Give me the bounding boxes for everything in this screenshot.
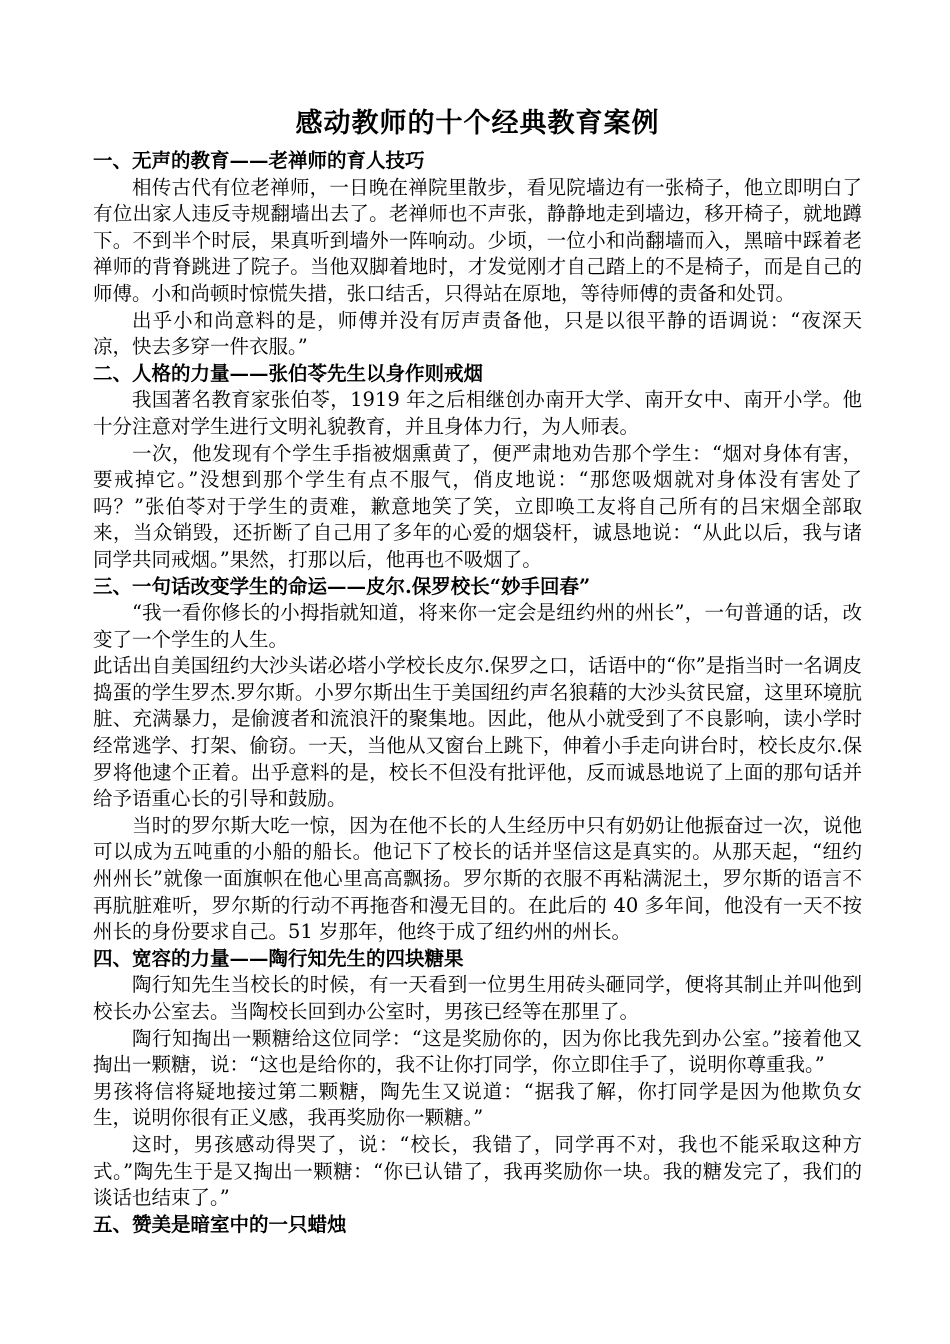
paragraph: 陶行知掏出一颗糖给这位同学：“这是奖励你的，因为你比我先到办公室。”接着他又掏出一颗糖，说：“这也是给你的，我不让你打同学，你立即住手了，说明你尊重我。” xyxy=(93,1026,862,1077)
paragraph: 出乎小和尚意料的是，师傅并没有厉声责备他，只是以很平静的语调说：“夜深天凉，快去多穿一件衣服。” xyxy=(93,308,862,359)
paragraph: 一次，他发现有个学生手指被烟熏黄了，便严肃地劝告那个学生：“烟对身体有害，要戒掉它。”没想到那个学生有点不服气，俏皮地说：“那您吸烟就对身体没有害处了吗？”张伯苓对于学生的责难，歉意地笑了笑，立即唤工友将自己所有的吕宋烟全部取来，当众销毁，还折断了自己用了多年的心爱的烟袋杆，诚恳地说：“从此以后，我与诸同学共同戒烟。”果然，打那以后，他再也不吸烟了。 xyxy=(93,441,862,571)
paragraph: 此话出自美国纽约大沙头诺必塔小学校长皮尔.保罗之口，话语中的“你”是指当时一名调皮捣蛋的学生罗杰.罗尔斯。小罗尔斯出生于美国纽约声名狼藉的大沙头贫民窟，这里环境肮脏、充满暴力，是偷渡者和流浪汗的聚集地。因此，他从小就受到了不良影响，读小学时经常逃学、打架、偷窃。一天，当他从又窗台上跳下，伸着小手走向讲台时，校长皮尔.保罗将他逮个正着。出乎意料的是，校长不但没有批评他，反而诚恳地说了上面的那句话并给予语重心长的引导和鼓励。 xyxy=(93,654,862,811)
paragraph: 男孩将信将疑地接过第二颗糖，陶先生又说道：“据我了解，你打同学是因为他欺负女生，说明你很有正义感，我再奖励你一颗糖。” xyxy=(93,1079,862,1130)
paragraph: 相传古代有位老禅师，一日晚在禅院里散步，看见院墙边有一张椅子，他立即明白了有位出家人违反寺规翻墙出去了。老禅师也不声张，静静地走到墙边，移开椅子，就地蹲下。不到半个时辰，果真听到墙外一阵响动。少顷，一位小和尚翻墙而入，黑暗中踩着老禅师的背脊跳进了院子。当他双脚着地时，才发觉刚才自己踏上的不是椅子，而是自己的师傅。小和尚顿时惊慌失措，张口结舌，只得站在原地，等待师傅的责备和处罚。 xyxy=(93,175,862,305)
paragraph: “我一看你修长的小拇指就知道，将来你一定会是纽约州的州长”，一句普通的话，改变了一个学生的人生。 xyxy=(93,601,862,651)
paragraph: 我国著名教育家张伯苓，1919 年之后相继创办南开大学、南开女中、南开小学。他十分注意对学生进行文明礼貌教育，并且身体力行，为人师表。 xyxy=(93,388,862,438)
section-heading: 一、无声的教育——老禅师的育人技巧 xyxy=(93,149,425,172)
paragraph: 当时的罗尔斯大吃一惊，因为在他不长的人生经历中只有奶奶让他振奋过一次，说他可以成为五吨重的小船的船长。他记下了校长的话并坚信这是真实的。从那天起，“纽约州州长”就像一面旗帜在他心里高高飘扬。罗尔斯的衣服不再粘满泥土，罗尔斯的语言不再肮脏难听，罗尔斯的行动不再拖沓和漫无目的。在此后的 40 多年间，他没有一天不按州长的身份要求自己。51 岁那年，他终于成了纽约州的州长。 xyxy=(93,813,862,944)
paragraph: 陶行知先生当校长的时候，有一天看到一位男生用砖头砸同学，便将其制止并叫他到校长办公室去。当陶校长回到办公室时，男孩已经等在那里了。 xyxy=(93,973,862,1023)
document-title: 感动教师的十个经典教育案例 xyxy=(295,108,660,139)
document-body xyxy=(93,148,862,1238)
section-heading: 二、人格的力量——张伯苓先生以身作则戒烟 xyxy=(93,361,484,385)
section-heading: 五、赞美是暗室中的一只蜡烛 xyxy=(93,1212,347,1236)
paragraph: 这时，男孩感动得哭了，说：“校长，我错了，同学再不对，我也不能采取这种方式。”陶先生于是又掏出一颗糖：“你已认错了，我再奖励你一块。我的糖发完了，我们的谈话也结束了。” xyxy=(93,1132,862,1210)
section-heading: 三、一句话改变学生的命运——皮尔.保罗校长“妙手回春” xyxy=(93,574,591,598)
section-heading: 四、宽容的力量——陶行知先生的四块糖果 xyxy=(93,946,464,970)
